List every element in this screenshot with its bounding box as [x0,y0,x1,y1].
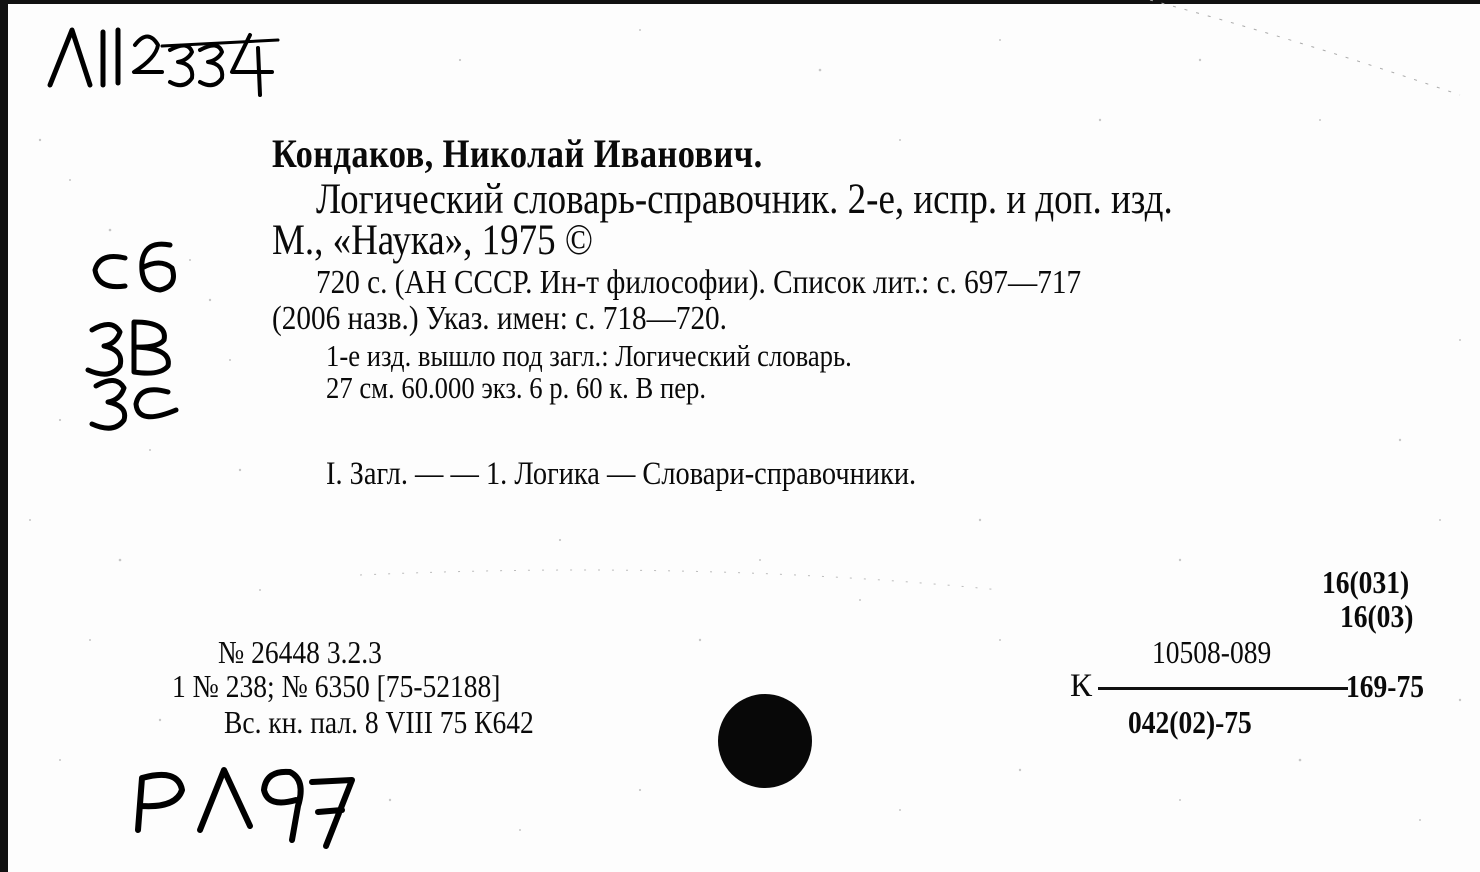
accession-line-2: 1 № 238; № 6350 [75-52188] [172,668,501,704]
fraction-bar [1098,687,1348,690]
author-heading: Кондаков, Николай Иванович. [272,131,763,176]
udc-code-2: 16(03) [1340,598,1414,634]
accession-line-3: Вс. кн. пал. 8 VIII 75 К642 [224,704,534,740]
imprint: М., «Наука», 1975 © [272,217,593,264]
price-code-denominator: 042(02)-75 [1128,704,1252,740]
udc-code-1: 16(031) [1322,564,1410,600]
collation-line-2: (2006 назв.) Указ. имен: с. 718—720. [272,300,727,337]
previous-edition-note: 1-е изд. вышло под загл.: Логический словарь. [326,338,852,373]
price-code-numerator: 10508-089 [1152,634,1272,670]
physical-description: 27 см. 60.000 экз. 6 р. 60 к. В пер. [326,370,707,405]
order-code: 169-75 [1346,668,1424,704]
book-title: Логический словарь-справочник. 2-е, испр. и доп. изд. [316,176,1173,223]
punch-hole [718,694,812,788]
accession-line-1: № 26448 3.2.3 [218,634,382,670]
subject-tracings: I. Загл. — — 1. Логика — Словари-справочники. [326,456,917,492]
author-sign-letter: К [1070,668,1093,704]
collation-line-1: 720 с. (АН СССР. Ин-т философии). Список лит.: с. 697—717 [316,264,1082,301]
